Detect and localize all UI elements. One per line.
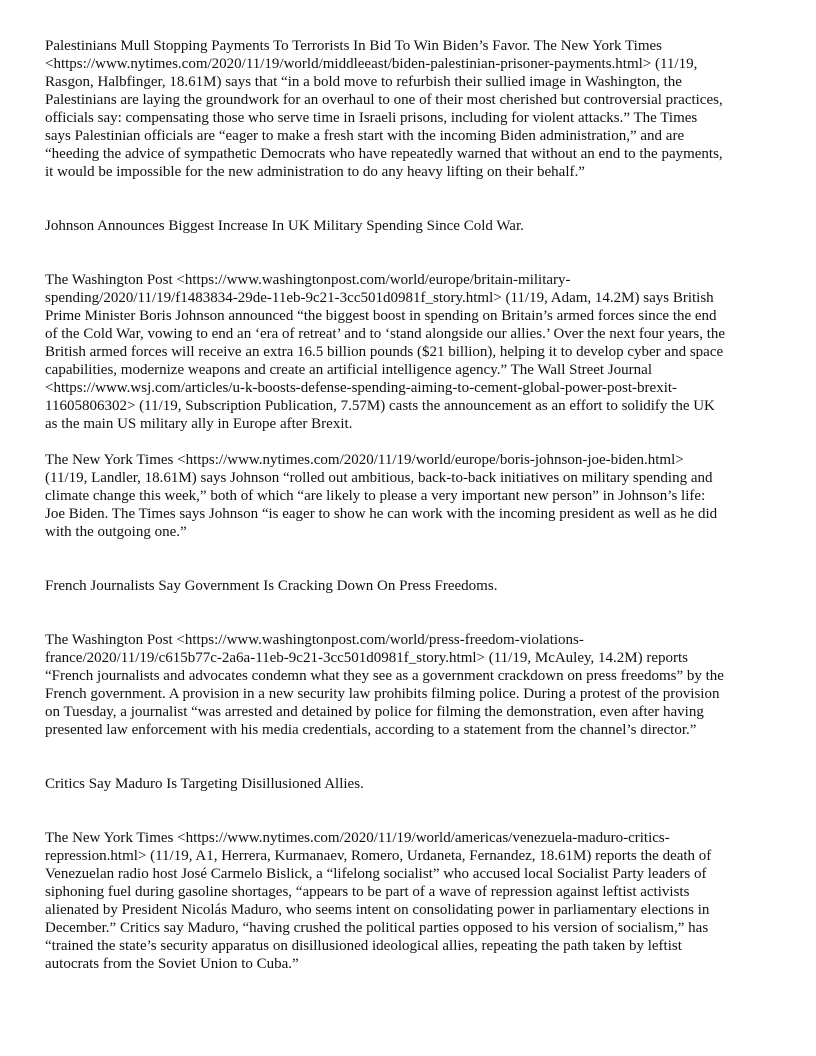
uk-military-nyt-paragraph: The New York Times <https://www.nytimes.com/2020/11/19/world/europe/boris-johnson-joe-biden.html> (11/19, Landler, 18.61M) says Johnson “rolled out ambitious, back-to-back initiatives on military spending and climate change this week,” both of which “are likely to please a very important new person” in Johnson’s life: Joe Biden. The Times says Johnson “is eager to show he can work with the incoming president as well as he did with the outgoing one.” <box>45 452 718 540</box>
french-press-headline: French Journalists Say Government Is Cracking Down On Press Freedoms. <box>45 578 498 594</box>
uk-military-headline: Johnson Announces Biggest Increase In UK Military Spending Since Cold War. <box>45 218 524 234</box>
document-page <box>45 37 775 973</box>
maduro-paragraph: The New York Times <https://www.nytimes.com/2020/11/19/world/americas/venezuela-maduro-critics- repression.html> (11/19, A1, Herrera, Kurmanaev, Romero, Urdaneta, Fernandez, 18.61M) reports the death of Venezuelan radio host José Carmelo Bislick, a “lifelong socialist” who accused local Socialist Party leaders of siphoning fuel during gasoline shortages, “appears to be part of a wave of repression against leftist activists alienated by President Nicolás Maduro, who seems intent on consolidating power in parliamentary elections in December.” Critics say Maduro, “having crushed the political parties opposed to his version of socialism,” has “trained the state’s security apparatus on disillusioned ideological allies, repeating the path taken by leftist autocrats from the Soviet Union to Cuba.” <box>45 830 712 972</box>
palestinian-payments-paragraph: Palestinians Mull Stopping Payments To Terrorists In Bid To Win Biden’s Favor. The New York Times <https://www.nytimes.com/2020/11/19/world/middleeast/biden-palestinian-prisoner-payments.html> (11/19, Rasgon, Halbfinger, 18.61M) says that “in a bold move to refurbish their sullied image in Washington, the Palestinians are laying the groundwork for an overhaul to one of their most cherished but controversial practices, officials say: compensating those who serve time in Israeli prisons, including for violent attacks.” The Times says Palestinian officials are “eager to make a fresh start with the incoming Biden administration,” and are “heeding the advice of sympathetic Democrats who have repeatedly warned that without an end to the payments, it would be impossible for the new administration to do any heavy lifting on their behalf.” <box>45 38 723 180</box>
uk-military-wapo-paragraph: The Washington Post <https://www.washingtonpost.com/world/europe/britain-military- spending/2020/11/19/f1483834-29de-11eb-9c21-3cc501d0981f_story.html> (11/19, Adam, 14.2M) says British Prime Minister Boris Johnson announced “the biggest boost in spending on Britain’s armed forces since the end of the Cold War, vowing to end an ‘era of retreat’ and to ‘stand alongside our allies.’ Over the next four years, the British armed forces will receive an extra 16.5 billion pounds ($21 billion), helping it to develop cyber and space capabilities, modernize weapons and create an artificial intelligence agency.” The Wall Street Journal <https://www.wsj.com/articles/u-k-boosts-defense-spending-aiming-to-cement-global-power-post-brexit- 11605806302> (11/19, Subscription Publication, 7.57M) casts the announcement as an effort to solidify the UK as the main US military ally in Europe after Brexit. <box>45 272 726 432</box>
french-press-paragraph: The Washington Post <https://www.washingtonpost.com/world/press-freedom-violations- france/2020/11/19/c615b77c-2a6a-11eb-9c21-3cc501d0981f_story.html> (11/19, McAuley, 14.2M) reports “French journalists and advocates condemn what they see as a government crackdown on press freedoms” by the French government. A provision in a new security law prohibits filming police. During a protest of the provision on Tuesday, a journalist “was arrested and detained by police for filming the demonstration, even after having presented law enforcement with his media credentials, according to a statement from the channel’s director.” <box>45 632 724 738</box>
maduro-headline: Critics Say Maduro Is Targeting Disillusioned Allies. <box>45 776 364 792</box>
